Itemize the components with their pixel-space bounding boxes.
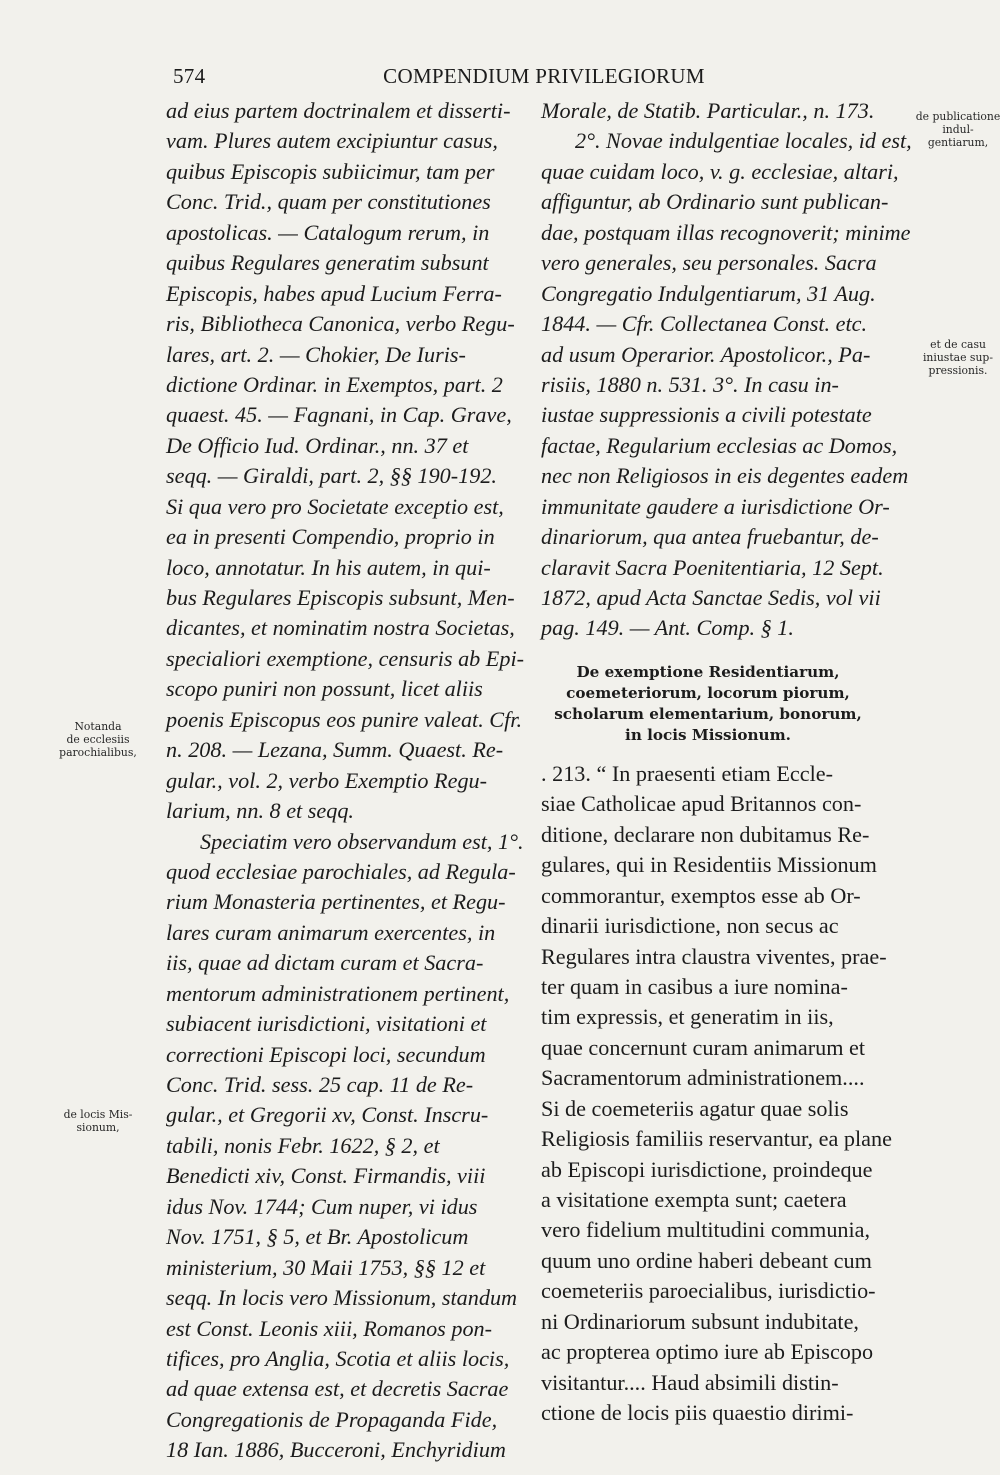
text-line: Benedicti xiv, Const. Firmandis, viii — [166, 1163, 486, 1189]
text-line: vam. Plures autem excipiuntur casus, — [166, 128, 498, 154]
text-line: dinariorum, qua antea fruebantur, de- — [541, 524, 879, 550]
text-line: claravit Sacra Poenitentiaria, 12 Sept. — [541, 554, 884, 580]
margin-note-line: parochialibus, — [59, 746, 137, 759]
text-line: Conc. Trid., quam per constitutiones — [166, 189, 491, 215]
text-line: ni Ordinariorum subsunt indubitate, — [541, 1308, 859, 1334]
text-line: scopo puniri non possunt, licet aliis — [166, 676, 483, 702]
text-line: Regulares intra claustra viventes, prae- — [541, 943, 887, 969]
text-line: dinarii iurisdictione, non secus ac — [541, 913, 839, 939]
section-heading — [541, 662, 875, 746]
text-line: bus Regulares Episcopis subsunt, Men- — [166, 585, 515, 610]
text-line: ditione, declarare non dubitamus Re- — [541, 821, 870, 847]
spacer — [541, 746, 875, 759]
margin-note-line: sionum, — [76, 1121, 120, 1134]
text-line: . 213. “ In praesenti etiam Eccle- — [541, 760, 834, 786]
text-line: dictione Ordinar. in Exemptos, part. 2 — [166, 371, 503, 397]
text-line: Episcopis, habes apud Lucium Ferra- — [166, 280, 502, 306]
text-line: loco, annotatur. In his autem, in qui- — [166, 554, 491, 580]
text-line: De Officio Iud. Ordinar., nn. 37 et — [166, 432, 469, 458]
margin-note-line: Notanda — [74, 720, 122, 733]
text-line: apostolicas. — Catalogum rerum, in — [166, 219, 490, 245]
text-line: quibus Regulares generatim subsunt — [166, 250, 489, 276]
section-heading-line: De exemptione Residentiarum, — [576, 662, 840, 681]
text-line: 1872, apud Acta Sanctae Sedis, vol vii — [541, 585, 881, 610]
margin-note-line: de locis Mis- — [63, 1108, 133, 1121]
text-line: seqq. — Giraldi, part. 2, §§ 190-192. — [166, 463, 497, 489]
text-line: Congregatio Indulgentiarum, 31 Aug. — [541, 280, 876, 306]
text-line: ad quae extensa est, et decretis Sacrae — [166, 1376, 509, 1402]
text-line: commorantur, exemptos esse ab Or- — [541, 882, 861, 908]
section-heading-line: coemeteriorum, locorum piorum, — [566, 683, 850, 702]
text-line: ad eius partem doctrinalem et disserti- — [166, 98, 511, 123]
text-line: quae concernunt curam animarum et — [541, 1034, 866, 1060]
text-line: iustae suppressionis a civili potestate — [541, 402, 872, 428]
left-text-column — [166, 96, 525, 1466]
text-line: correctioni Episcopi loci, secundum — [166, 1041, 486, 1067]
text-line: ministerium, 30 Maii 1753, §§ 12 et — [166, 1254, 486, 1280]
text-line: ad usum Operarior. Apostolicor., Pa- — [541, 341, 871, 367]
text-line: a visitatione exempta sunt; caetera — [541, 1187, 847, 1212]
text-line: ctione de locis piis quaestio dirimi- — [541, 1400, 854, 1426]
text-line: pag. 149. — Ant. Comp. § 1. — [541, 615, 794, 641]
text-line: Speciatim vero observandum est, 1°. — [200, 828, 524, 854]
text-line: ea in presenti Compendio, proprio in — [166, 524, 495, 550]
text-line: n. 208. — Lezana, Summ. Quaest. Re- — [166, 737, 504, 763]
text-line: seqq. In locis vero Missionum, standum — [166, 1285, 518, 1311]
text-line: larium, nn. 8 et seqq. — [166, 798, 354, 824]
margin-note-line: iniustae sup- — [922, 351, 993, 364]
text-line: tifices, pro Anglia, Scotia et aliis locis, — [166, 1345, 510, 1371]
text-line: gular., vol. 2, verbo Exemptio Regu- — [166, 767, 488, 793]
page-header — [165, 60, 923, 96]
text-line: Religiosis familiis reservantur, ea plane — [541, 1126, 892, 1152]
text-line: lares, art. 2. — Chokier, De Iuris- — [166, 341, 466, 367]
text-line: ac propterea optimo iure ab Episcopo — [541, 1339, 874, 1365]
text-line: vero generales, seu personales. Sacra — [541, 250, 877, 276]
text-line: mentorum administrationem pertinent, — [166, 980, 510, 1006]
text-line: Congregationis de Propaganda Fide, — [166, 1406, 498, 1432]
text-line: lares curam animarum exercentes, in — [166, 919, 496, 945]
text-line: idus Nov. 1744; Cum nuper, vi idus — [166, 1193, 478, 1219]
margin-note-line: indul- — [942, 123, 974, 136]
text-line: visitantur.... Haud absimili distin- — [541, 1369, 839, 1395]
text-line: siae Catholicae apud Britannos con- — [541, 791, 862, 817]
text-line: gulares, qui in Residentiis Missionum — [541, 852, 877, 878]
text-line: Morale, de Statib. Particular., n. 173. — [541, 98, 875, 123]
right-text-column — [541, 96, 912, 1429]
text-line: Sacramentorum administrationem.... — [541, 1065, 865, 1091]
text-line: rium Monasteria pertinentes, et Regu- — [166, 889, 506, 915]
section-heading-line: scholarum elementarium, bonorum, — [554, 704, 862, 723]
text-line: quibus Episcopis subiicimur, tam per — [166, 158, 495, 184]
text-line: immunitate gaudere a iurisdictione Or- — [541, 493, 890, 519]
text-line: Nov. 1751, § 5, et Br. Apostolicum — [166, 1224, 469, 1250]
margin-note-line: et de casu — [930, 338, 986, 351]
text-line: dicantes, et nominatim nostra Societas, — [166, 615, 515, 641]
text-line: affiguntur, ab Ordinario sunt publican- — [541, 189, 889, 215]
text-line: tim expressis, et generatim in iis, — [541, 1004, 834, 1030]
text-line: 2°. Novae indulgentiae locales, id est, — [575, 128, 912, 154]
text-line: 18 Ian. 1886, Bucceroni, Enchyridium — [166, 1437, 506, 1463]
text-line: ab Episcopi iurisdictione, proindeque — [541, 1156, 873, 1182]
margin-note-casu — [918, 338, 998, 377]
text-line: quum uno ordine haberi debeant cum — [541, 1247, 872, 1273]
text-line: est Const. Leonis xiii, Romanos pon- — [166, 1315, 493, 1341]
text-line: specialiori exemptione, censuris ab Epi- — [166, 645, 525, 671]
text-line: ter quam in casibus a iure nomina- — [541, 973, 848, 999]
text-line: iis, quae ad dictam curam et Sacra- — [166, 950, 484, 976]
text-line: quae cuidam loco, v. g. ecclesiae, altari, — [541, 158, 899, 184]
text-line: poenis Episcopus eos punire valeat. Cfr. — [166, 706, 522, 732]
text-line: ris, Bibliotheca Canonica, verbo Regu- — [166, 311, 515, 337]
text-line: quaest. 45. — Fagnani, in Cap. Grave, — [166, 402, 512, 428]
margin-note-publicatione — [912, 110, 1000, 149]
margin-note-line: gentiarum, — [927, 136, 989, 149]
running-title: COMPENDIUM PRIVILEGIORUM — [383, 64, 705, 88]
text-line: Conc. Trid. sess. 25 cap. 11 de Re- — [166, 1072, 474, 1097]
text-line: Si de coemeteriis agatur quae solis — [541, 1095, 849, 1121]
text-line: dae, postquam illas recognoverit; minime — [541, 219, 911, 245]
text-line: tabili, nonis Febr. 1622, § 2, et — [166, 1132, 440, 1158]
text-line: coemeteriis paroecialibus, iurisdictio- — [541, 1278, 876, 1304]
section-heading-line: in locis Missionum. — [625, 725, 791, 744]
text-line: Si qua vero pro Societate exceptio est, — [166, 493, 504, 519]
text-line: factae, Regularium ecclesias ac Domos, — [541, 432, 898, 458]
margin-note-ecclesiis — [42, 720, 154, 759]
margin-note-line: de ecclesiis — [66, 733, 130, 746]
text-line: subiacent iurisdictioni, visitationi et — [166, 1011, 487, 1037]
margin-note-line: de publicatione — [915, 110, 1000, 123]
text-line: risiis, 1880 n. 531. 3°. In casu in- — [541, 371, 839, 397]
margin-note-missionum — [42, 1108, 154, 1134]
text-line: vero fidelium multitudini communia, — [541, 1217, 871, 1243]
text-line: 1844. — Cfr. Collectanea Const. etc. — [541, 311, 868, 337]
text-line: gular., et Gregorii xv, Const. Inscru- — [166, 1102, 489, 1128]
margin-note-line: pressionis. — [928, 364, 988, 377]
page-number: 574 — [173, 64, 206, 88]
text-line: quod ecclesiae parochiales, ad Regula- — [166, 858, 516, 884]
text-line: nec non Religiosos in eis degentes eadem — [541, 463, 909, 489]
